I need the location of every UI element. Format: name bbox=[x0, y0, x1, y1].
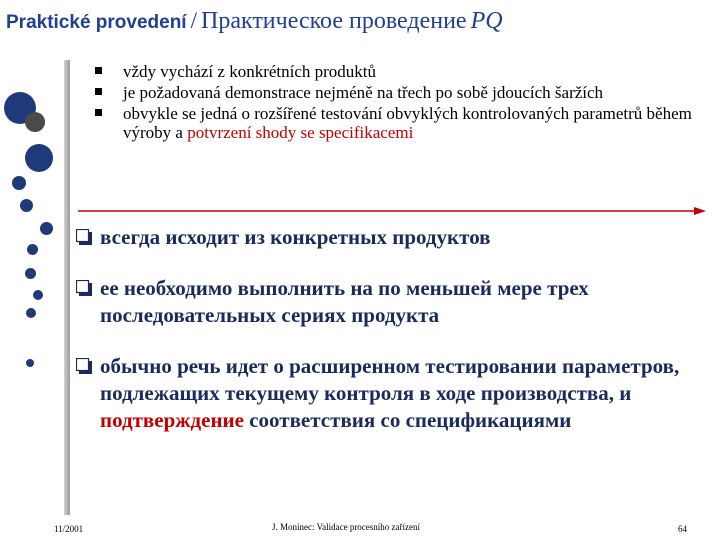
bullet-highlight: potvrzení shody se specifikacemi bbox=[187, 123, 414, 142]
bullet-text: обычно речь идет о расширенном тестировании параметров, подлежащих текущему контроля в ходе производства, и bbox=[100, 354, 680, 405]
square-bullet-icon bbox=[95, 67, 102, 74]
footer-author: J. Moninec: Validace procesního zařízení bbox=[272, 522, 421, 532]
square-bullet-icon bbox=[95, 109, 102, 116]
checkbox-bullet-icon bbox=[76, 229, 92, 245]
decor-dot bbox=[26, 359, 34, 367]
title-russian: Практическое проведение bbox=[200, 8, 467, 34]
checkbox-bullet-icon bbox=[76, 358, 92, 374]
bullet-text-tail: соответствия со спецификациями bbox=[243, 408, 572, 432]
list-item bbox=[95, 104, 695, 142]
footer-page-number: 64 bbox=[678, 524, 687, 534]
footer-date: 11/2001 bbox=[54, 524, 84, 534]
list-item bbox=[95, 83, 695, 102]
decor-dot bbox=[26, 308, 36, 318]
bullet-text: vždy vychází z konkrétních produktů bbox=[123, 62, 377, 81]
title-czech: Praktické provedení bbox=[6, 12, 187, 33]
decor-dot bbox=[20, 199, 33, 212]
list-item bbox=[76, 275, 716, 329]
arrow-right-icon bbox=[78, 206, 706, 216]
decor-dot bbox=[25, 112, 45, 132]
decor-dot bbox=[25, 144, 53, 172]
decor-dot bbox=[27, 244, 38, 255]
list-item bbox=[76, 224, 716, 251]
checkbox-bullet-icon bbox=[76, 280, 92, 296]
decor-dot bbox=[12, 176, 26, 190]
bullet-text: всегда исходит из конкретных продуктов bbox=[100, 225, 491, 249]
slide-title bbox=[6, 8, 718, 35]
decorative-vertical-bar bbox=[64, 60, 70, 515]
bullet-text: ее необходимо выполнить на по меньшей мере трех последовательных сериях продукта bbox=[100, 276, 589, 327]
bullet-text: je požadovaná demonstrace nejméně na třech po sobě jdoucích šaržích bbox=[123, 83, 604, 102]
list-item bbox=[76, 353, 716, 434]
russian-bullet-list bbox=[76, 224, 716, 458]
decor-dot bbox=[33, 290, 43, 300]
decor-dot bbox=[40, 222, 53, 235]
list-item bbox=[95, 62, 695, 81]
bullet-text: obvykle se jedná o rozšířené testování obvyklých kontrolovaných parametrů během výroby a bbox=[123, 104, 692, 142]
title-separator: / bbox=[190, 8, 197, 33]
bullet-highlight: подтверждение bbox=[100, 408, 244, 432]
czech-bullet-list bbox=[95, 62, 695, 144]
square-bullet-icon bbox=[95, 88, 102, 95]
title-abbr: PQ bbox=[470, 8, 503, 34]
decor-dot bbox=[25, 268, 36, 279]
